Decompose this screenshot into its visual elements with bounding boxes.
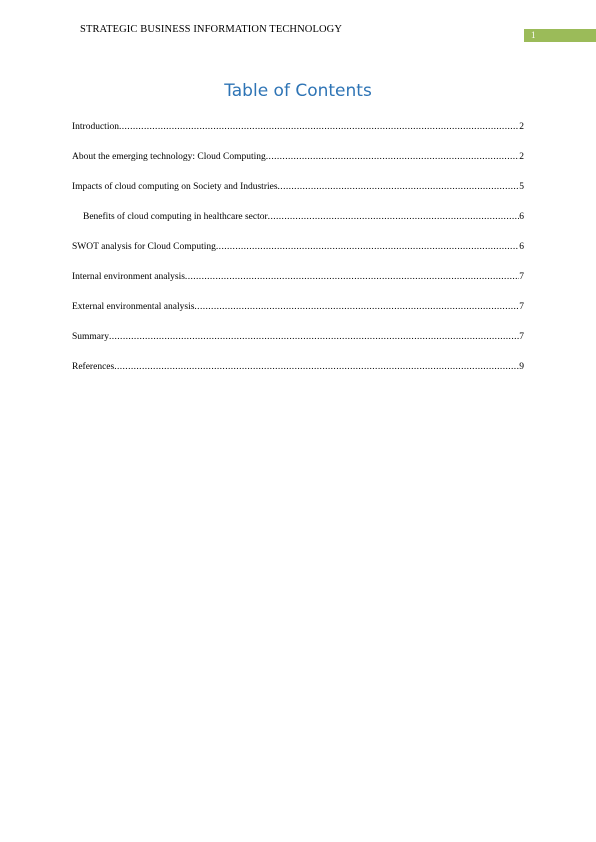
toc-list xyxy=(72,120,524,390)
toc-entry-page: 6 xyxy=(519,212,524,222)
toc-dot-leader xyxy=(194,300,519,314)
toc-entry-title: Internal environment analysis xyxy=(72,272,185,282)
toc-entry-page: 5 xyxy=(519,182,524,192)
toc-entry-page: 2 xyxy=(519,122,524,132)
toc-entry-title: Impacts of cloud computing on Society and Industries xyxy=(72,182,278,192)
toc-entry-cloud-computing[interactable] xyxy=(72,150,524,180)
toc-entry-internal-environment[interactable] xyxy=(72,270,524,300)
toc-dot-leader xyxy=(119,120,519,134)
toc-entry-references[interactable] xyxy=(72,360,524,390)
toc-heading: Table of Contents xyxy=(224,81,372,101)
toc-dot-leader xyxy=(109,330,519,344)
toc-dot-leader xyxy=(266,150,519,164)
page-number-badge: 1 xyxy=(524,29,596,42)
toc-entry-title: About the emerging technology: Cloud Computing xyxy=(72,152,266,162)
toc-entry-external-environment[interactable] xyxy=(72,300,524,330)
toc-dot-leader xyxy=(278,180,520,194)
toc-entry-title: External environmental analysis xyxy=(72,302,195,312)
toc-entry-summary[interactable] xyxy=(72,330,524,360)
toc-dot-leader xyxy=(216,240,519,254)
toc-dot-leader xyxy=(185,270,519,284)
toc-entry-page: 2 xyxy=(519,152,524,162)
toc-entry-title: References xyxy=(72,362,115,372)
toc-entry-title: Introduction xyxy=(72,122,119,132)
toc-dot-leader xyxy=(114,360,519,374)
toc-entry-title: Benefits of cloud computing in healthcare sector xyxy=(83,212,268,222)
toc-entry-impacts[interactable] xyxy=(72,180,524,210)
toc-entry-page: 7 xyxy=(519,332,524,342)
toc-entry-title: Summary xyxy=(72,332,109,342)
toc-entry-title: SWOT analysis for Cloud Computing xyxy=(72,242,216,252)
toc-entry-page: 9 xyxy=(519,362,524,372)
toc-entry-page: 7 xyxy=(519,302,524,312)
toc-entry-healthcare-benefits[interactable] xyxy=(72,210,524,240)
toc-entry-introduction[interactable] xyxy=(72,120,524,150)
toc-dot-leader xyxy=(268,210,520,224)
toc-entry-swot[interactable] xyxy=(72,240,524,270)
running-header-title: STRATEGIC BUSINESS INFORMATION TECHNOLOGY xyxy=(80,24,343,35)
toc-entry-page: 7 xyxy=(519,272,524,282)
toc-entry-page: 6 xyxy=(519,242,524,252)
